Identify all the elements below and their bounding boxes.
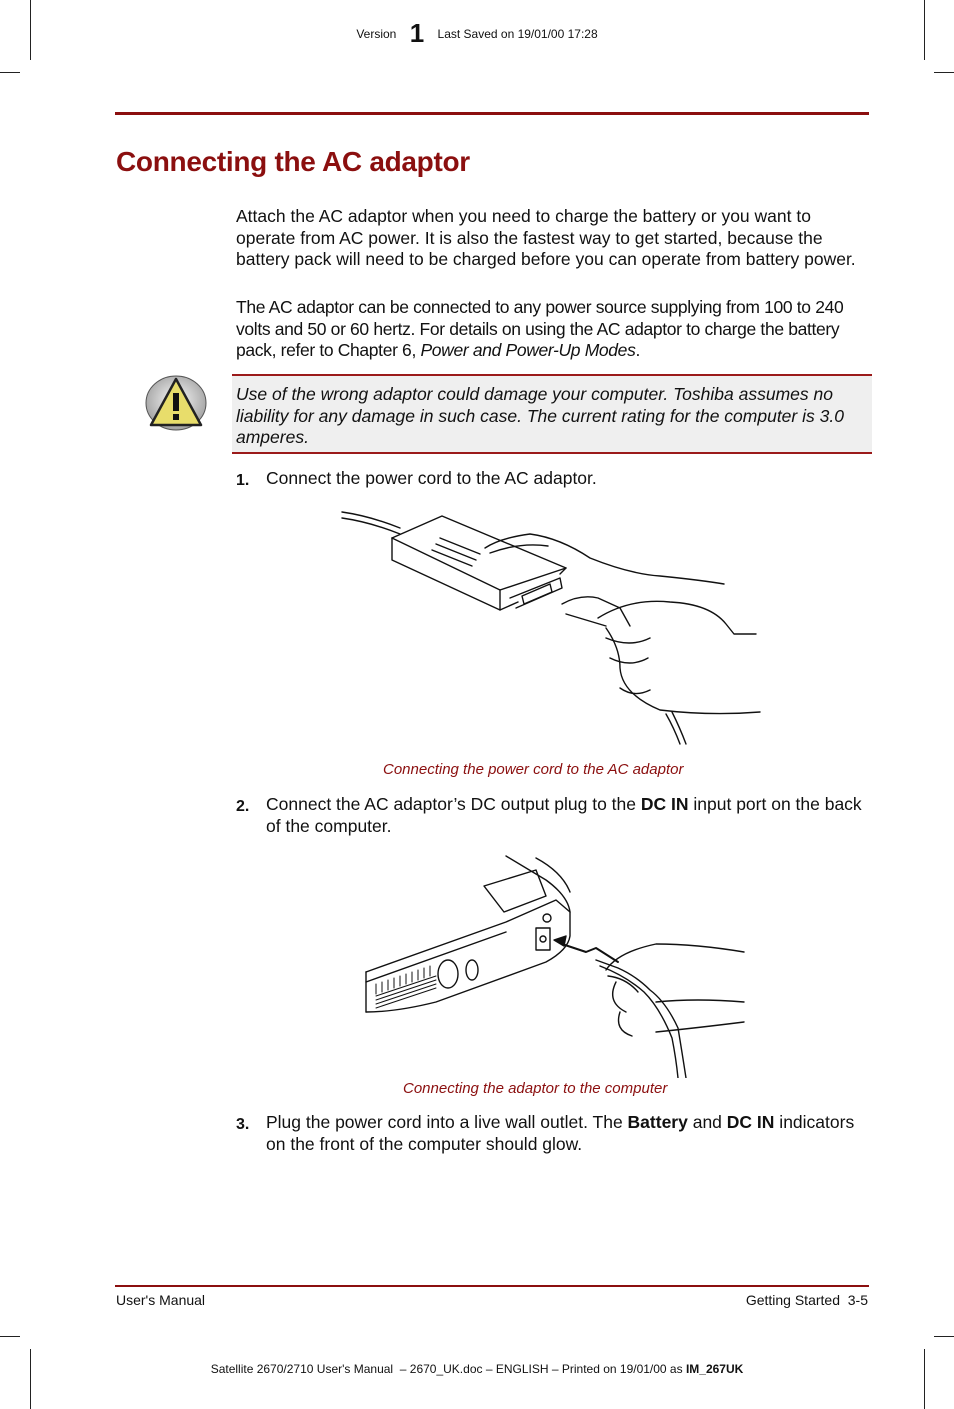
step-2-text: Connect the AC adaptor’s DC output plug to the DC IN input port on the back of the computer. xyxy=(266,794,862,836)
warning-text: Use of the wrong adaptor could damage your computer. Toshiba assumes no liability for any damage in such case. The current rating for the computer is 3.0 amperes. xyxy=(236,384,844,447)
dc-in-connection-illustration xyxy=(356,852,748,1078)
step-3-number: 3. xyxy=(236,1116,250,1133)
dc-in-label: DC IN xyxy=(726,1112,775,1132)
battery-label: Battery xyxy=(627,1112,688,1132)
document-code: IM_267UK xyxy=(685,1362,744,1376)
chapter-reference: Power and Power-Up Modes xyxy=(420,340,636,360)
footer-page-number: Getting Started 3-5 xyxy=(745,1292,868,1308)
footer-rule xyxy=(115,1285,869,1287)
page-title: Connecting the AC adaptor xyxy=(116,146,470,177)
ac-adaptor-illustration xyxy=(330,498,770,748)
intro-paragraph-1: Attach the AC adaptor when you need to charge the battery or you want to operate from AC power. It is also the fastest way to get started, because the battery pack will need to be charged before you can operate from battery power. xyxy=(236,206,856,269)
step-2-number: 2. xyxy=(236,798,250,815)
version-label: Version xyxy=(356,27,397,41)
intro-paragraph-2: The AC adaptor can be connected to any power source supplying from 100 to 240 volts and 50 or 60 hertz. For details on using the AC adaptor to charge the battery pack, refer to Chapter 6, Power and Power-Up Modes. xyxy=(236,297,844,360)
warning-callout xyxy=(232,374,872,454)
crop-mark xyxy=(934,72,954,73)
top-rule xyxy=(115,112,869,115)
crop-mark xyxy=(924,1349,925,1409)
crop-mark xyxy=(934,1336,954,1337)
step-3-text: Plug the power cord into a live wall outlet. The Battery and DC IN indicators on the front of the computer should glow. xyxy=(266,1112,855,1154)
crop-mark xyxy=(0,72,20,73)
step-1-text: Connect the power cord to the AC adaptor. xyxy=(266,468,597,488)
warning-icon xyxy=(143,373,209,433)
document-version-header xyxy=(0,18,954,49)
crop-mark xyxy=(30,1349,31,1409)
version-number: 1 xyxy=(409,18,425,48)
footer-manual-title: User's Manual xyxy=(116,1292,206,1308)
figure-caption-2: Connecting the adaptor to the computer xyxy=(403,1080,668,1097)
crop-mark xyxy=(0,1336,20,1337)
dc-in-label: DC IN xyxy=(640,794,689,814)
figure-caption-1: Connecting the power cord to the AC adaptor xyxy=(383,761,684,778)
print-metadata: Satellite 2670/2710 User's Manual – 2670_UK.doc – ENGLISH – Printed on 19/01/00 as IM_267UK xyxy=(210,1362,744,1376)
step-1-number: 1. xyxy=(236,472,250,489)
last-saved: Last Saved on 19/01/00 17:28 xyxy=(437,27,598,41)
